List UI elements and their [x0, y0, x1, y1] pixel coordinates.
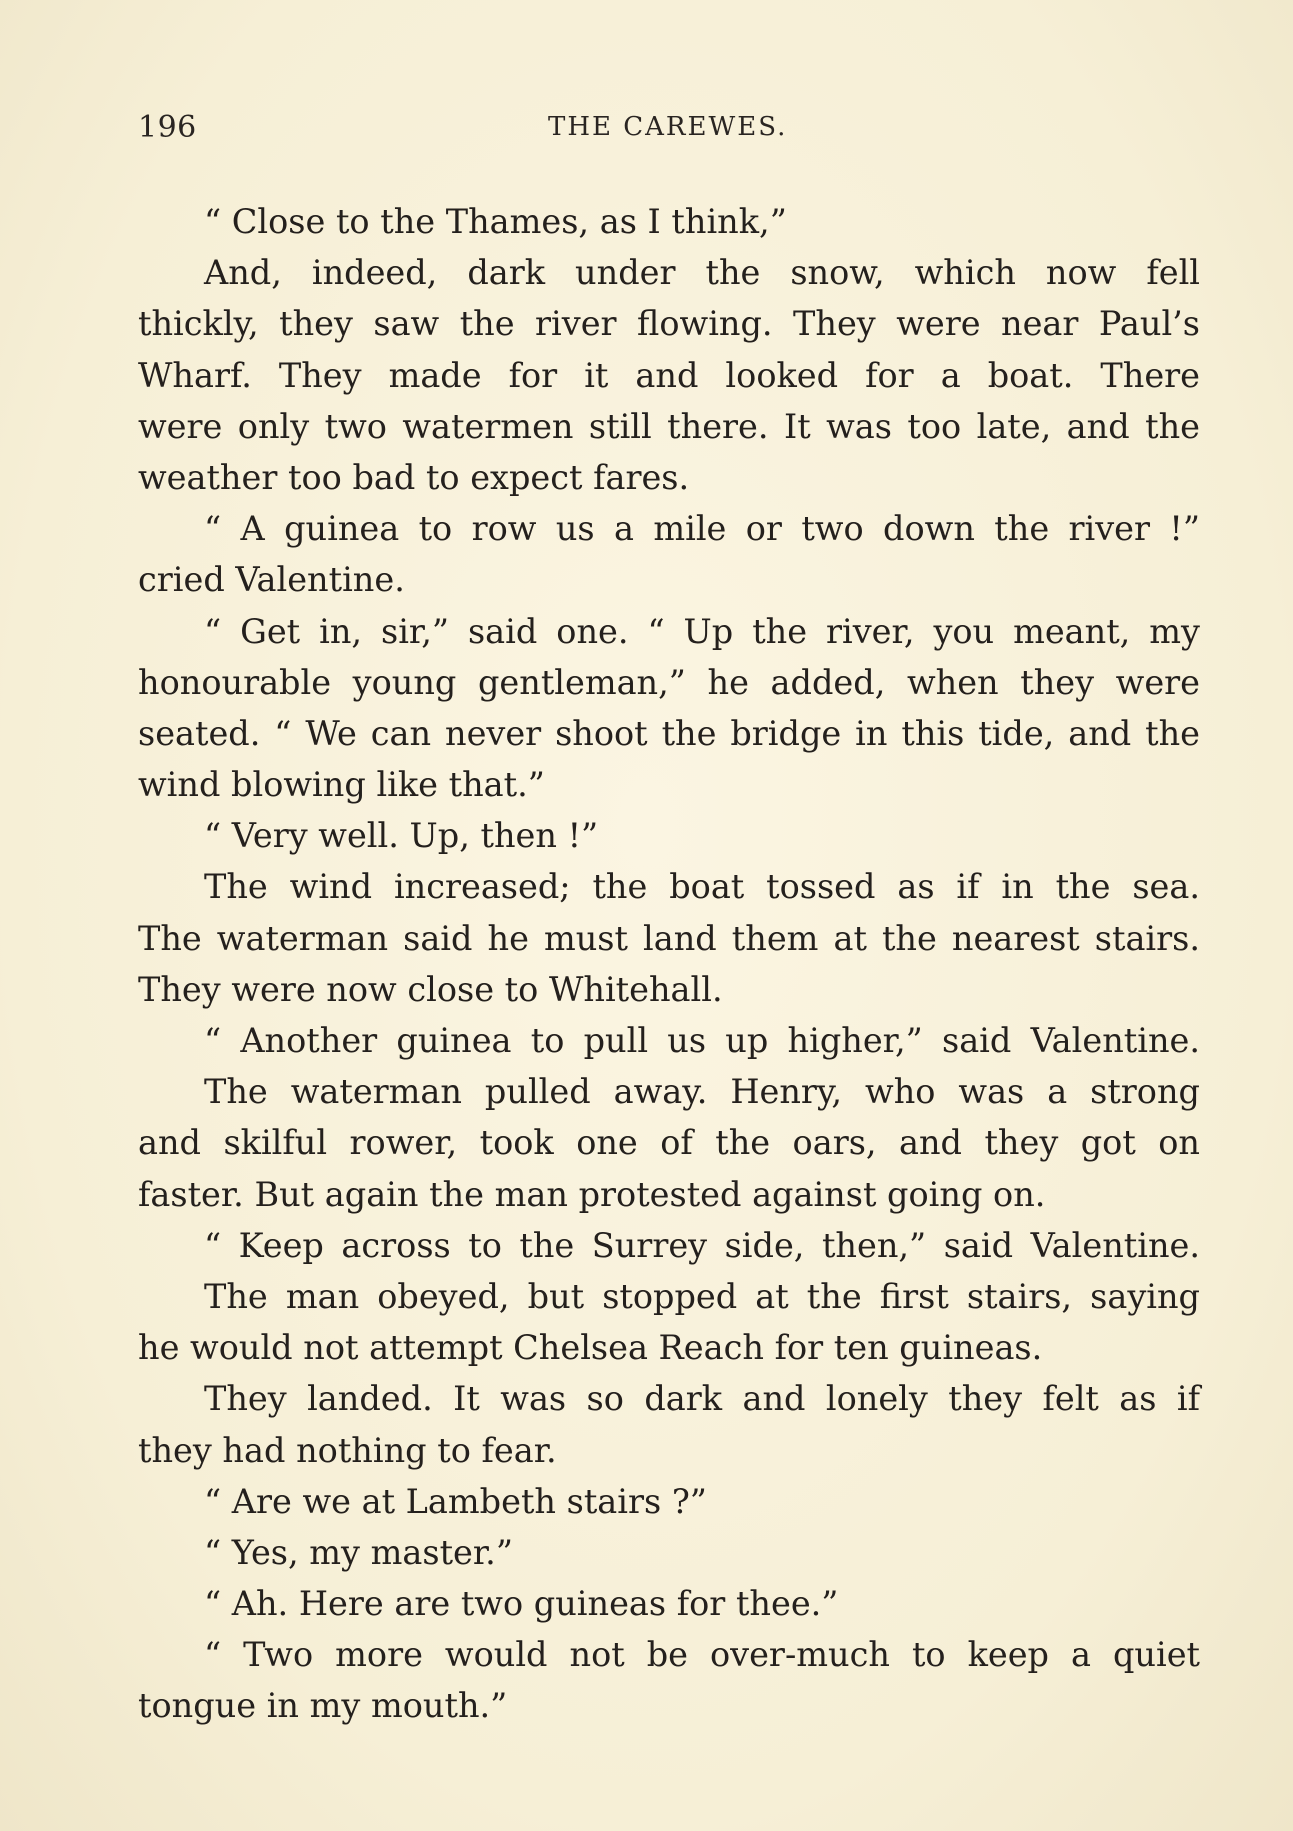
text-line: The wind increased; the boat tossed as if in the sea.: [204, 867, 1200, 907]
text-line: “ A guinea to row us a mile or two down the river !”: [204, 509, 1200, 549]
text-line: weather too bad to expect fares.: [138, 457, 690, 497]
text-line: and skilful rower, took one of the oars, and they got on: [138, 1123, 1200, 1163]
text-line: “ Another guinea to pull us up higher,” said Valentine.: [204, 1021, 1200, 1060]
text-line: were only two watermen still there. It was too late, and the: [138, 406, 1200, 446]
text-line: “ Are we at Lambeth stairs ?”: [204, 1481, 707, 1521]
text-line: wind blowing like that.”: [138, 765, 545, 805]
text-line: thickly, they saw the river flowing. They were near Paul’s: [138, 304, 1200, 344]
text-line: faster. But again the man protested against going on.: [138, 1174, 1046, 1214]
text-line: tongue in my mouth.”: [138, 1686, 508, 1726]
text-line: “ Keep across to the Surrey side, then,” said Valentine.: [204, 1225, 1200, 1265]
text-line: “ Ah. Here are two guineas for thee.”: [204, 1584, 839, 1624]
text-line: The man obeyed, but stopped at the first stairs, saying: [204, 1276, 1200, 1316]
page-number: 196: [138, 110, 197, 145]
page-header: [138, 110, 1218, 150]
running-title: THE CAREWES.: [548, 112, 788, 142]
text-line: They landed. It was so dark and lonely they felt as if: [204, 1379, 1200, 1419]
text-line: They were now close to Whitehall.: [138, 969, 723, 1009]
text-line: honourable young gentleman,” he added, when they were: [138, 662, 1200, 702]
text-line: The waterman said he must land them at the nearest stairs.: [138, 918, 1200, 958]
text-line: And, indeed, dark under the snow, which now fell: [204, 253, 1200, 293]
text-line: Wharf. They made for it and looked for a boat. There: [138, 355, 1200, 395]
text-line: “ Very well. Up, then !”: [204, 816, 599, 856]
text-line: The waterman pulled away. Henry, who was a strong: [204, 1072, 1200, 1112]
text-line: he would not attempt Chelsea Reach for ten guineas.: [138, 1328, 1043, 1368]
text-line: “ Two more would not be over-much to keep a quiet: [204, 1635, 1200, 1675]
text-line: “ Yes, my master.”: [204, 1532, 513, 1572]
text-line: they had nothing to fear.: [138, 1430, 557, 1470]
body-text: [138, 196, 1200, 1732]
text-line: “ Close to the Thames, as I think,”: [204, 202, 787, 241]
text-line: cried Valentine.: [138, 560, 405, 600]
text-line: seated. “ We can never shoot the bridge in this tide, and the: [138, 713, 1200, 753]
text-line: “ Get in, sir,” said one. “ Up the river, you meant, my: [204, 611, 1200, 651]
